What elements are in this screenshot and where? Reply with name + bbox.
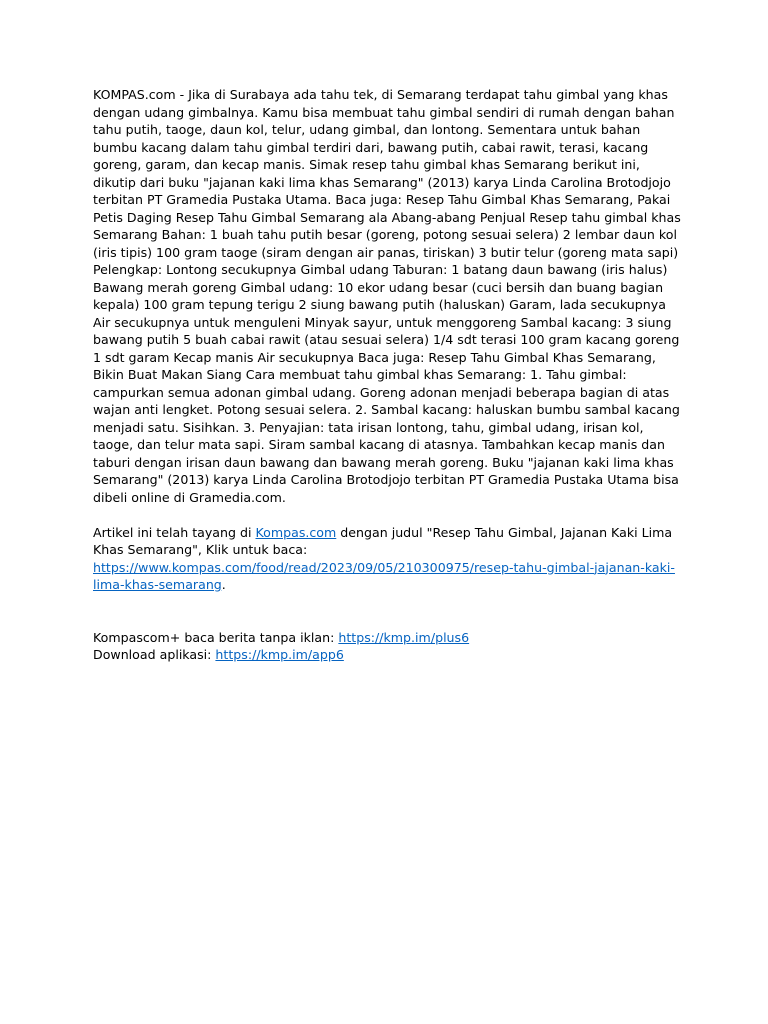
promo-plus-line	[93, 629, 683, 647]
kompas-site-link[interactable]: Kompas.com	[255, 524, 337, 540]
promo-plus-label: Kompascom+ baca berita tanpa iklan:	[93, 629, 339, 645]
promo-app-line	[93, 646, 683, 664]
attribution-middle: dengan judul "Resep Tahu Gimbal, Jajanan Kaki Lima Khas Semarang", Klik untuk baca:	[93, 524, 673, 557]
kompas-plus-link[interactable]: https://kmp.im/plus6	[338, 629, 470, 645]
paragraph-spacer	[93, 506, 683, 524]
attribution-paragraph	[93, 524, 683, 594]
paragraph-spacer-large	[93, 594, 683, 629]
article-body: KOMPAS.com - Jika di Surabaya ada tahu tek, di Semarang terdapat tahu gimbal yang khas dengan udang gimbalnya. Kamu bisa membuat tahu gimbal sendiri di rumah dengan bahan tahu putih, taoge, daun kol, telur, udang gimbal, dan lontong. Sementara untuk bahan bumbu kacang dalam tahu gimbal terdiri dari, bawang putih, cabai rawit, terasi, kacang goreng, garam, dan kecap manis. Simak resep tahu gimbal khas Semarang berikut ini, dikutip dari buku "jajanan kaki lima khas Semarang" (2013) karya Linda Carolina Brotodjojo terbitan PT Gramedia Pustaka Utama. Baca juga: Resep Tahu Gimbal Khas Semarang, Pakai Petis Daging Resep Tahu Gimbal Semarang ala Abang-abang Penjual Resep tahu gimbal khas Semarang Bahan: 1 buah tahu putih besar (goreng, potong sesuai selera) 2 lembar daun kol (iris tipis) 100 gram taoge (siram dengan air panas, tiriskan) 3 butir telur (goreng mata sapi) Pelengkap: Lontong secukupnya Gimbal udang Taburan: 1 batang daun bawang (iris halus) Bawang merah goreng Gimbal udang: 10 ekor udang besar (cuci bersih dan buang bagian kepala) 100 gram tepung terigu 2 siung bawang putih (haluskan) Garam, lada secukupnya Air secukupnya untuk menguleni Minyak sayur, untuk menggoreng Sambal kacang: 3 siung bawang putih 5 buah cabai rawit (atau sesuai selera) 1/4 sdt terasi 100 gram kacang goreng 1 sdt garam Kecap manis Air secukupnya Baca juga: Resep Tahu Gimbal Khas Semarang, Bikin Buat Makan Siang Cara membuat tahu gimbal khas Semarang: 1. Tahu gimbal: campurkan semua adonan gimbal udang. Goreng adonan menjadi beberapa bagian di atas wajan anti lengket. Potong sesuai selera. 2. Sambal kacang: haluskan bumbu sambal kacang menjadi satu. Sisihkan. 3. Penyajian: tata irisan lontong, tahu, gimbal udang, irisan kol, taoge, dan telur mata sapi. Siram sambal kacang di atasnya. Tambahkan kecap manis dan taburi dengan irisan daun bawang dan bawang merah goreng. Buku "jajanan kaki lima khas Semarang" (2013) karya Linda Carolina Brotodjojo terbitan PT Gramedia Pustaka Utama bisa dibeli online di Gramedia.com.	[93, 87, 681, 505]
document-page	[93, 86, 683, 664]
promo-app-label: Download aplikasi:	[93, 647, 216, 662]
article-url-link[interactable]: https://www.kompas.com/food/read/2023/09/05/210300975/resep-tahu-gimbal-jajanan-kaki-lima-khas-semarang	[93, 559, 675, 592]
attribution-suffix: .	[221, 577, 226, 592]
download-app-link[interactable]: https://kmp.im/app6	[215, 647, 344, 662]
attribution-prefix: Artikel ini telah tayang di	[93, 524, 256, 540]
